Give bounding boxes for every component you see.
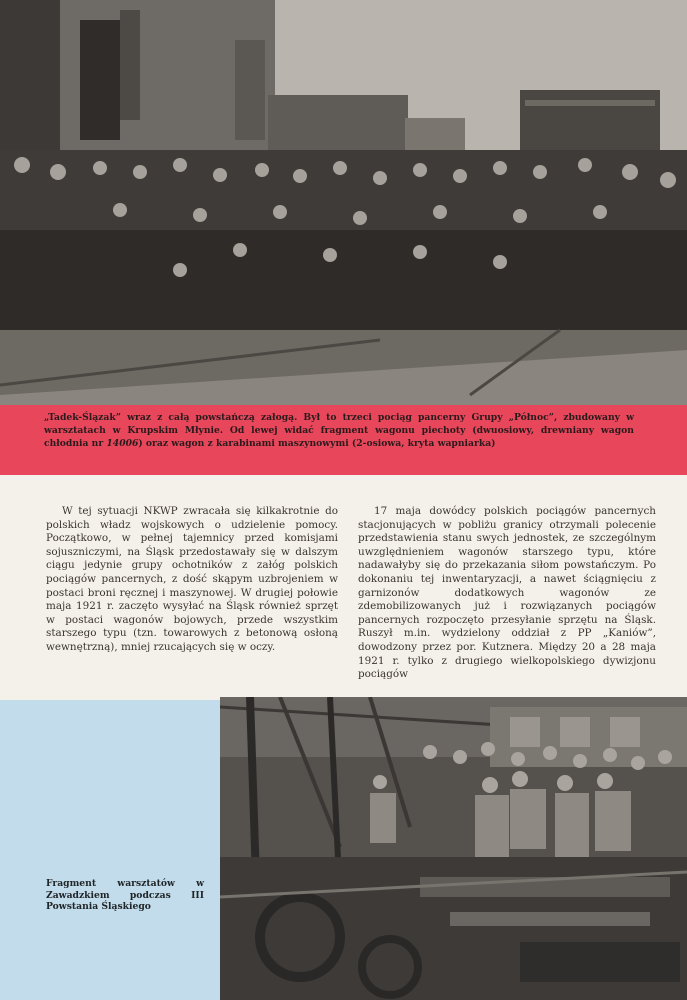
column-right	[358, 505, 656, 682]
bottom-photo	[220, 697, 687, 1000]
caption-wagon-number: 14006	[106, 438, 139, 449]
top-photo	[0, 0, 687, 405]
top-photo-caption	[44, 411, 634, 450]
caption-part-2: ) oraz wagon z karabinami maszynowymi (2-osiowa, kryta wapniarka)	[138, 438, 496, 449]
photo-workshop-workers-icon	[220, 697, 687, 1000]
caption-side-panel	[0, 700, 220, 1000]
column-left-paragraph: W tej sytuacji NKWP zwracała się kilkakrotnie do polskich władz wojskowych o udzielenie pomocy. Początkowo, w pełnej tajemnicy przed komisjami sojuszniczymi, na Śląsk przedostawały się w dalszym ciągu jedynie grupy ochotników z załóg polskich pociągów pancernych, z dość skąpym uzbrojeniem w postaci broni ręcznej i maszynowej. W drugiej połowie maja 1921 r. zaczęto wysyłać na Śląsk również sprzęt w postaci wagonów bojowych, przede wszystkim starszego typu (tzn. towarowych z betonową osłoną wewnętrzną), mniej rzucających się w oczy.	[46, 505, 338, 653]
column-right-paragraph: 17 maja dowódcy polskich pociągów pancernych stacjonujących w pobliżu granicy otrzymali polecenie przedstawienia stanu swych jednostek, ze szczególnym uwzględnieniem wagonów starszego typu, które nadawałyby się do przekazania siłom powstańczym. Po dokonaniu tej inwentaryzacji, a nawet ściągnięciu z garnizonów dodatkowych wagonów ze zdemobilizowanych już i rozwiązanych pociągów pancernych rozpoczęto przesyłanie sprzętu na Śląsk. Ruszył m.in. wydzielony oddział z PP „Kaniów”, dowodzony przez por. Kutznera. Między 20 a 28 maja 1921 r. tylko z drugiego wielkopolskiego dywizjonu pociągów	[358, 505, 656, 681]
caption-part-1: „Tadek-Ślązak” wraz z całą powstańczą załogą. Był to trzeci pociąg pancerny Grupy „Północ”, zbudowany w warsztatach w Krupskim Młynie. Od lewej widać fragment wagonu piechoty (dwuosiowy, drewniany wagon chłodnia nr	[44, 412, 634, 449]
photo-armored-train-crew-icon	[0, 0, 687, 405]
column-left	[46, 505, 338, 655]
bottom-photo-caption: Fragment warsztatów w Zawadzkiem podczas III Powstania Śląskiego	[46, 878, 204, 912]
